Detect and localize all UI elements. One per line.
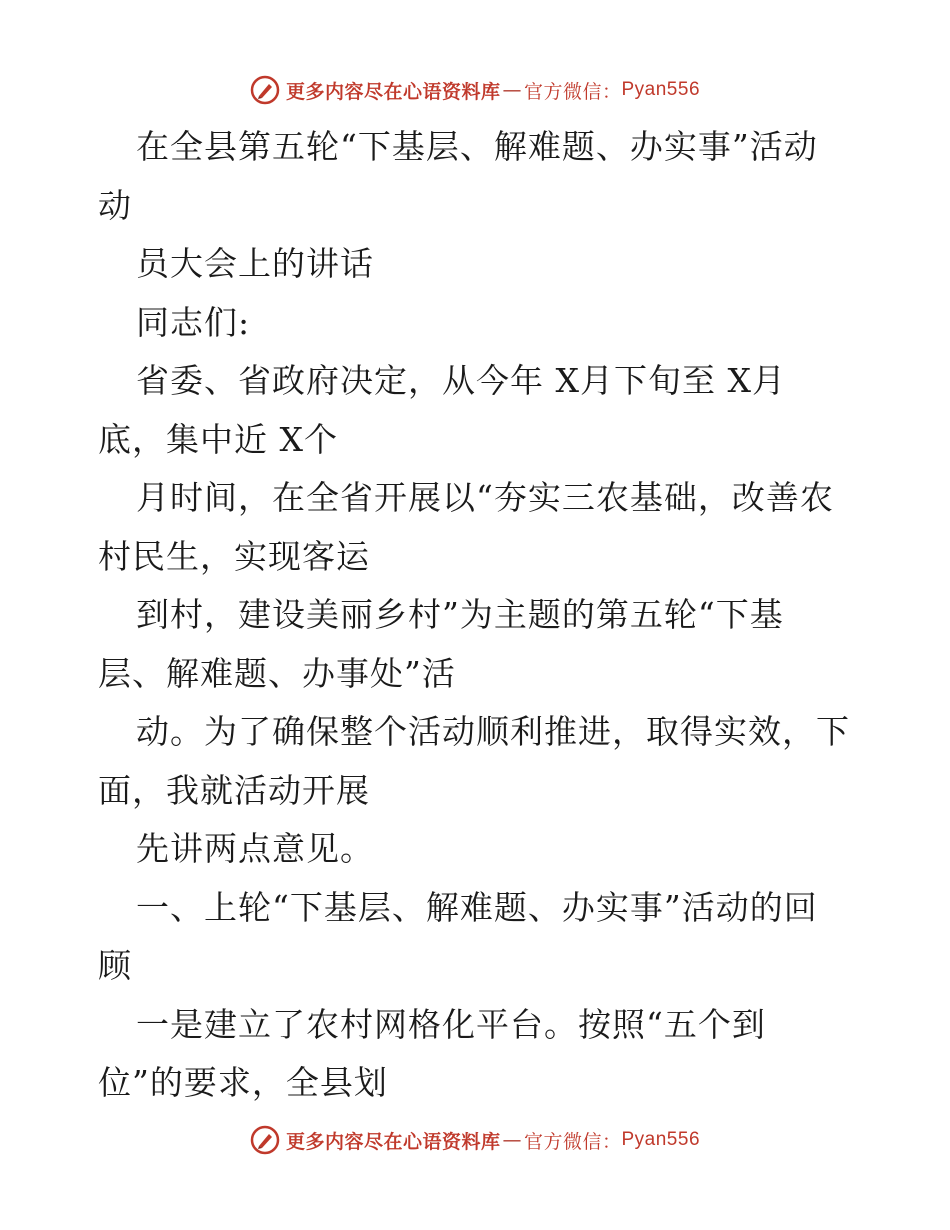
text-line: 省委、省政府决定，从今年 X月下旬至 X月 [136, 361, 786, 400]
watermark-wechat-id: Pyan556 [621, 1129, 701, 1150]
watermark-wechat-label: 官方微信： [523, 80, 622, 103]
text-line: 员大会上的讲话 [136, 244, 374, 283]
text-line: 到村，建设美丽乡村”为主题的第五轮“下基 [136, 595, 784, 634]
pen-logo-icon [250, 1125, 280, 1155]
watermark-main-text: 更多内容尽在心语资料库 [285, 80, 501, 103]
text-line: 底，集中近 X个 [98, 419, 338, 459]
text-line: 动 [98, 185, 132, 225]
text-line: 村民生，实现客运 [98, 536, 370, 576]
text-line: 一是建立了农村网格化平台。按照“五个到 [136, 1004, 766, 1044]
watermark-main-text: 更多内容尽在心语资料库 [285, 1130, 501, 1153]
pen-logo-icon [250, 75, 280, 105]
watermark-wechat-id: Pyan556 [621, 79, 701, 100]
watermark-dash: — [502, 1129, 522, 1151]
text-line: 一、上轮“下基层、解难题、办实事”活动的回 [136, 887, 818, 927]
text-line: 位”的要求，全县划 [98, 1063, 388, 1102]
text-line: 动。为了确保整个活动顺利推进，取得实效，下 [136, 712, 850, 751]
watermark-footer [0, 1120, 950, 1160]
text-line: 面，我就活动开展 [98, 770, 370, 810]
text-line: 先讲两点意见。 [136, 829, 374, 868]
text-line: 同志们: [136, 302, 251, 342]
text-line: 月时间，在全省开展以“夯实三农基础，改善农 [136, 478, 834, 517]
text-line: 层、解难题、办事处”活 [98, 653, 456, 693]
watermark-wechat-label: 官方微信： [523, 1130, 622, 1153]
text-line: 顾 [98, 946, 132, 985]
watermark-header [0, 70, 950, 110]
text-line: 在全县第五轮“下基层、解难题、办实事”活动 [136, 127, 818, 166]
document-body [98, 118, 858, 1113]
watermark-dash: — [502, 79, 522, 101]
